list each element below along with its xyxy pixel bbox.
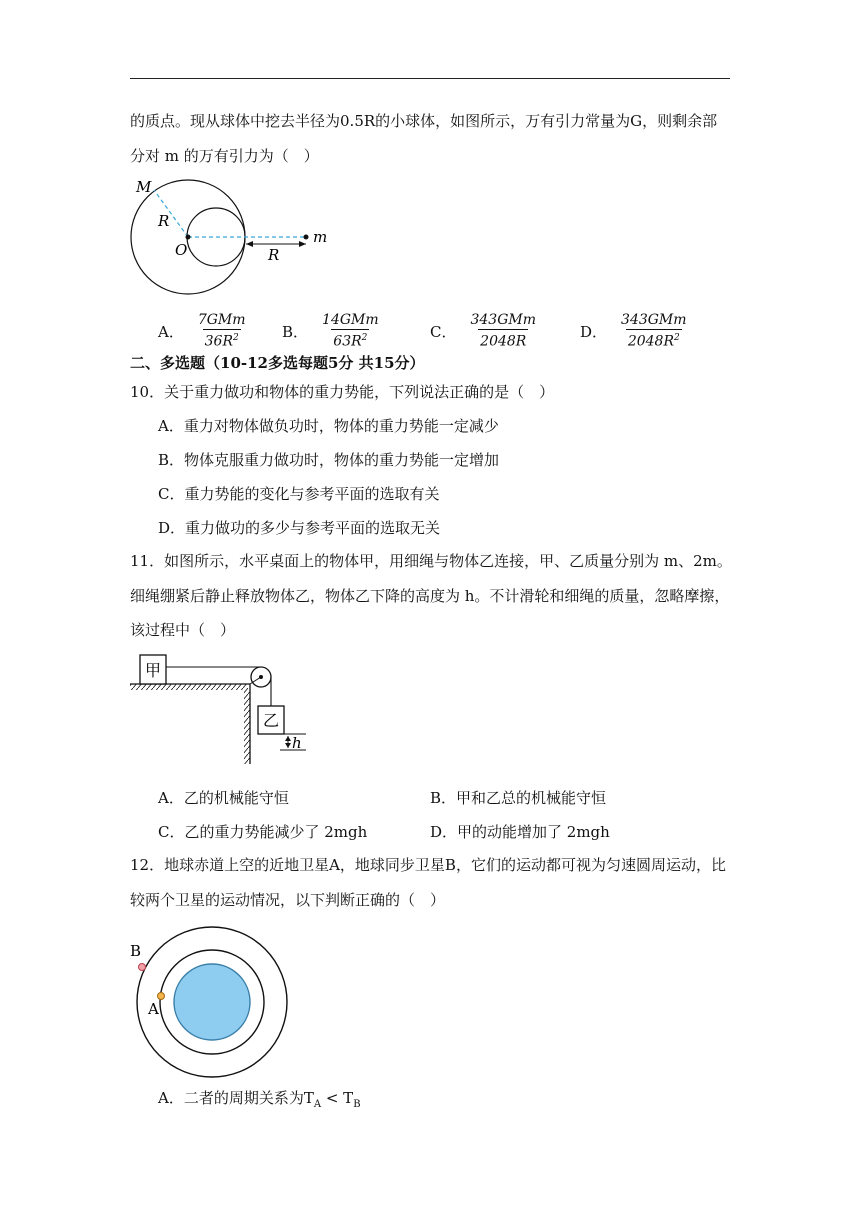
q10-stem: 10．关于重力做功和物体的重力势能，下列说法正确的是（ ） (130, 383, 555, 401)
q12-option-a[interactable]: A．二者的周期关系为$T_A < T_B$ (158, 1089, 361, 1110)
point-O (186, 235, 191, 240)
q10-option-c[interactable]: C．重力势能的变化与参考平面的选取有关 (158, 485, 440, 503)
point-m (304, 235, 309, 240)
q9-line2: 分对 m 的万有引力为（ ） (130, 147, 319, 165)
q9-sphere-figure (128, 176, 348, 300)
q12-line1: 12．地球赤道上空的近地卫星A，地球同步卫星B，它们的运动都可视为匀速圆周运动，比 (130, 856, 726, 874)
q12-line2: 较两个卫星的运动情况，以下判断正确的（ ） (130, 891, 446, 909)
label-M: M (136, 178, 152, 196)
q11-option-c[interactable]: C．乙的重力势能减少了 2mgh (158, 823, 368, 841)
section-heading: 二、多选题（10-12多选每题5分 共15分） (130, 354, 425, 372)
q9-option-a[interactable]: A． $\frac{\text{7GMm}}{36R^2}$ (158, 312, 246, 350)
q11-option-b[interactable]: B．甲和乙总的机械能守恒 (430, 789, 607, 807)
q10-option-b[interactable]: B．物体克服重力做功时，物体的重力势能一定增加 (158, 451, 500, 469)
q9-option-b[interactable]: B． $\frac{\text{14GMm}}{63R^2}$ (282, 312, 379, 350)
q9-option-c[interactable]: C． $\frac{\text{343GMm}}{2048R}$ (430, 312, 536, 350)
label-m: m (313, 228, 328, 246)
label-R1: R (158, 212, 170, 230)
label-h: h (292, 734, 302, 752)
q11-option-d[interactable]: D．甲的动能增加了 2mgh (430, 823, 610, 841)
satellite-A (158, 993, 165, 1000)
q9-option-d[interactable]: D． $\frac{\text{343GMm}}{2048R^2}$ (580, 312, 687, 350)
earth (174, 964, 250, 1040)
label-B: B (130, 942, 142, 960)
q10-option-d[interactable]: D．重力做功的多少与参考平面的选取无关 (158, 519, 441, 537)
q11-line3: 该过程中（ ） (130, 621, 236, 639)
label-R2: R (268, 246, 280, 264)
q11-pulley-figure (128, 652, 318, 772)
block-jia-label: 甲 (145, 661, 162, 680)
header-rule (130, 78, 730, 79)
q11-line2: 细绳绷紧后静止释放物体乙，物体乙下降的高度为 h。不计滑轮和细绳的质量，忽略摩擦， (130, 587, 730, 605)
q11-option-a[interactable]: A．乙的机械能守恒 (158, 789, 289, 807)
label-A: A (148, 1000, 159, 1018)
label-O: O (175, 241, 188, 259)
q11-line1: 11．如图所示，水平桌面上的物体甲，用细绳与物体乙连接，甲、乙质量分别为 m、2m。 (130, 552, 732, 570)
block-yi-label: 乙 (263, 711, 280, 730)
q9-line1: 的质点。现从球体中挖去半径为0.5R的小球体，如图所示，万有引力常量为G，则剩余部 (130, 112, 718, 130)
satellite-B (139, 964, 146, 971)
q12-orbit-figure (128, 934, 288, 1074)
q10-option-a[interactable]: A．重力对物体做负功时，物体的重力势能一定减少 (158, 417, 499, 435)
